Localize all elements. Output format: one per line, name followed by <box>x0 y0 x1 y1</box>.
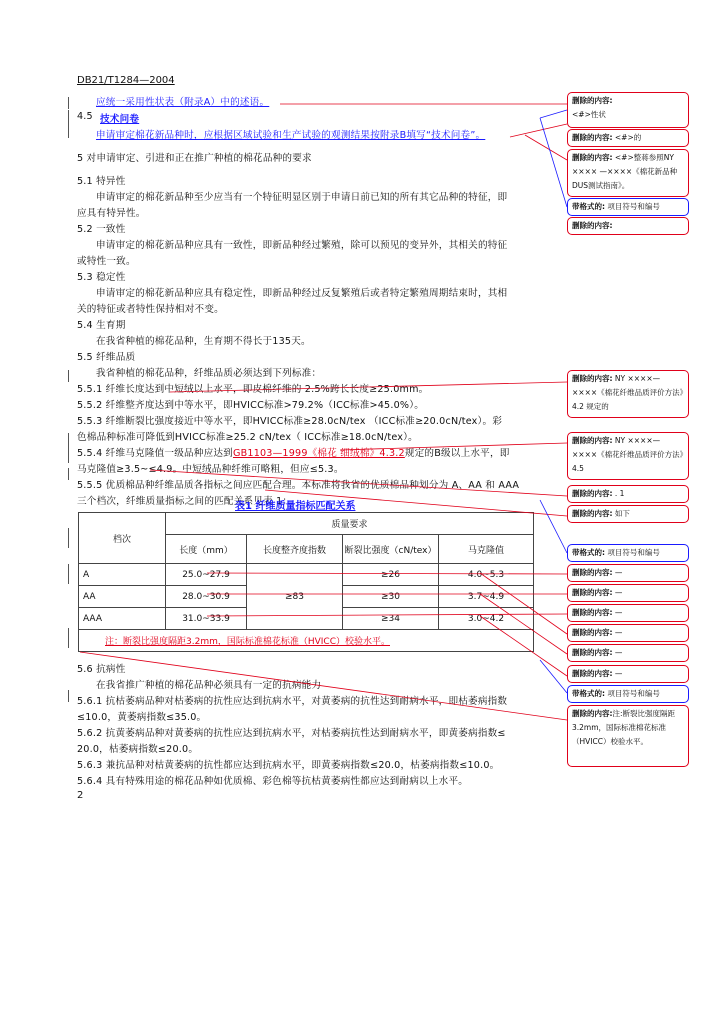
balloon-label: 删除的内容: <box>572 133 613 142</box>
paragraph-line: 20.0，枯萎病指数≤20.0。 <box>77 744 199 755</box>
balloon-text: NY ××××—××××《棉花纤维品质评价方法》4.2 规定的 <box>572 374 684 411</box>
balloon-text: <#>的 <box>614 133 642 142</box>
change-bar <box>68 564 69 584</box>
inserted-text: 申请审定棉花新品种时，应根据区域试验和生产试验的观测结果按附录B填写“技术问卷”。 <box>96 130 486 141</box>
table-cell-micronaire: 3.0~4.2 <box>439 608 534 630</box>
table-header-uniformity: 长度整齐度指数 <box>247 535 343 564</box>
paragraph-line: 5.5.1 纤维长度达到中短绒以上水平，即皮棉纤维的 2.5%跨长长度≥25.0mm。 <box>77 384 429 395</box>
table-header-grade: 档次 <box>79 513 166 564</box>
table-note: 注：断裂比强度隔距3.2mm，国际标准棉花标准（HVICC）校验水平。 <box>79 630 534 652</box>
balloon-text: NY ××××—××××《棉花纤维品质评价方法》4.5 <box>572 436 684 473</box>
paragraph-line: 5.6.3 兼抗品种对枯黄萎病的抗性都应达到抗病水平，即黄萎病指数≤20.0，枯萎病指数≤10.0。 <box>77 760 500 771</box>
table-cell-length: 31.0~33.9 <box>166 608 247 630</box>
section-title: 技术问卷 <box>100 114 140 125</box>
change-bar <box>68 628 69 648</box>
paragraph-line: 申请审定的棉花新品种至少应当有一个特征明显区别于申请日前已知的所有其它品种的特征，即 <box>96 192 508 203</box>
table-header-micronaire: 马克隆值 <box>439 535 534 564</box>
comment-balloon[interactable] <box>567 485 689 503</box>
comment-balloon[interactable] <box>567 665 689 683</box>
balloon-text: 项目符号和编号 <box>607 202 660 211</box>
balloon-text: <#>性状 <box>572 110 606 119</box>
balloon-text: — <box>614 669 623 678</box>
balloon-text: — <box>614 648 623 657</box>
balloon-label: 删除的内容: <box>572 608 613 617</box>
comment-balloon[interactable] <box>567 644 689 662</box>
comment-balloon[interactable] <box>567 129 689 147</box>
format-balloon[interactable] <box>567 685 689 703</box>
balloon-text: — <box>614 608 623 617</box>
balloon-text: 项目符号和编号 <box>607 689 660 698</box>
balloon-label: 删除的内容: <box>572 709 613 718</box>
page-number: 2 <box>77 790 84 801</box>
table-cell-uniformity: ≥83 <box>247 564 343 630</box>
paragraph-line: 5.5.2 纤维整齐度达到中等水平，即HVICC标准>79.2%（ICC标准>45.0%）。 <box>77 400 424 411</box>
balloon-label: 删除的内容: <box>572 669 613 678</box>
change-bar <box>68 468 69 480</box>
paragraph-line: 5.5.5 优质棉品种纤维品质各指标之间应匹配合理。本标准将我省的优质棉品种划分为 A、AA 和 AAA <box>77 480 520 491</box>
comment-balloon[interactable] <box>567 432 689 480</box>
balloon-label: 删除的内容: <box>572 568 613 577</box>
table-cell-grade: A <box>79 564 166 586</box>
paragraph-line: 在我省种植的棉花品种，生育期不得长于135天。 <box>96 336 311 347</box>
balloon-label: 删除的内容: <box>572 153 613 162</box>
paragraph-line: 马克隆值≥3.5~≤4.9。中短绒品种纤维可略粗，但应≤5.3。 <box>77 464 344 475</box>
balloon-text: 如下 <box>614 509 630 518</box>
balloon-label: 删除的内容: <box>572 221 613 230</box>
balloon-label: 删除的内容: <box>572 436 613 445</box>
change-bar <box>68 110 69 138</box>
balloon-text: 项目符号和编号 <box>607 548 660 557</box>
section-number: 4.5 <box>77 111 93 122</box>
balloon-text: — <box>614 628 623 637</box>
table-cell-strength: ≥34 <box>343 608 439 630</box>
table-cell-strength: ≥30 <box>343 586 439 608</box>
balloon-label: 删除的内容: <box>572 489 613 498</box>
table-cell-strength: ≥26 <box>343 564 439 586</box>
inserted-text: 应统一采用性状表（附录A）中的述语。 <box>96 97 270 108</box>
comment-balloon[interactable] <box>567 92 689 128</box>
table-caption: 表1 纤维质量指标匹配关系 <box>235 501 356 512</box>
comment-balloon[interactable] <box>567 624 689 642</box>
comment-balloon[interactable] <box>567 505 689 523</box>
change-bar <box>68 433 69 463</box>
table-cell-grade: AA <box>79 586 166 608</box>
section-heading: 5.2 一致性 <box>77 224 126 235</box>
table-cell-micronaire: 3.7~4.9 <box>439 586 534 608</box>
paragraph-line: 关的特征或者特性保持相对不变。 <box>77 304 224 315</box>
comment-balloon[interactable] <box>567 149 689 197</box>
table-cell-grade: AAA <box>79 608 166 630</box>
comment-balloon[interactable] <box>567 217 689 235</box>
balloon-text: . 1 <box>614 489 625 498</box>
comment-balloon[interactable] <box>567 564 689 582</box>
comment-balloon[interactable] <box>567 370 689 418</box>
balloon-label: 带格式的: <box>572 548 605 557</box>
paragraph-line: 5.5.3 纤维断裂比强度接近中等水平，即HVICC标准≥28.0cN/tex （ICC标准≥20.0cN/tex）。彩 <box>77 416 503 427</box>
format-balloon[interactable] <box>567 198 689 216</box>
table-header-group: 质量要求 <box>166 513 534 535</box>
balloon-text: 注:断裂比强度隔距 3.2mm，国际标准棉花标准（HVICC）校验水平。 <box>572 709 676 746</box>
paragraph-line: 应具有特异性。 <box>77 208 146 219</box>
text-run: 5.5.4 纤维马克隆值一级品种应达到 <box>77 448 233 459</box>
change-bar <box>68 690 69 702</box>
balloon-label: 删除的内容: <box>572 628 613 637</box>
change-bar <box>68 97 69 109</box>
section-heading: 5.6 抗病性 <box>77 664 126 675</box>
balloon-label: 删除的内容: <box>572 509 613 518</box>
table-cell-length: 25.0~27.9 <box>166 564 247 586</box>
paragraph-line: 我省种植的棉花品种，纤维品质必须达到下列标准： <box>96 368 322 379</box>
table-cell-length: 28.0~30.9 <box>166 586 247 608</box>
change-bar <box>68 370 69 382</box>
text-run: 规定的B级以上水平，即 <box>404 448 510 459</box>
paragraph-line: 在我省推广种植的棉花品种必须具有一定的抗病能力 <box>96 680 322 691</box>
paragraph-line <box>77 445 510 459</box>
paragraph-line: 或特性一致。 <box>77 256 136 267</box>
balloon-label: 删除的内容: <box>572 374 613 383</box>
balloon-text: — <box>614 568 623 577</box>
section-heading: 5.1 特异性 <box>77 176 126 187</box>
change-bar <box>68 528 69 548</box>
table-row <box>79 564 534 586</box>
paragraph-line: 申请审定的棉花新品种应具有稳定性，即新品种经过反复繁殖后或者特定繁殖周期结束时，其相 <box>96 288 508 299</box>
comment-balloon[interactable] <box>567 584 689 602</box>
section-heading: 5.3 稳定性 <box>77 272 126 283</box>
balloon-label: 删除的内容: <box>572 588 613 597</box>
format-balloon[interactable] <box>567 544 689 562</box>
paragraph-line: 5.6.1 抗枯萎病品种对枯萎病的抗性应达到抗病水平，对黄萎病的抗性达到耐病水平，即枯萎病指数 <box>77 696 508 707</box>
table-header-strength: 断裂比强度（cN/tex） <box>343 535 439 564</box>
table-header-length: 长度（mm） <box>166 535 247 564</box>
balloon-text: <#>整蒋参照NY ×××× —××××《棉花新品种DUS测试指南》。 <box>572 153 678 190</box>
balloon-text: — <box>614 588 623 597</box>
balloon-label: 带格式的: <box>572 202 605 211</box>
section-heading: 5.5 纤维品质 <box>77 352 136 363</box>
comment-balloon[interactable] <box>567 604 689 622</box>
comment-balloon[interactable] <box>567 705 689 767</box>
balloon-label: 删除的内容: <box>572 96 613 105</box>
paragraph-line: 5.6.2 抗黄萎病品种对黄萎病的抗性应达到抗病水平，对枯萎病抗性达到耐病水平，即黄萎病指数≤ <box>77 728 506 739</box>
balloon-label: 删除的内容: <box>572 648 613 657</box>
fiber-quality-table <box>78 512 534 652</box>
section-heading: 5 对申请审定、引进和正在推广种植的棉花品种的要求 <box>77 153 312 164</box>
paragraph-line: 申请审定的棉花新品种应具有一致性，即新品种经过繁殖，除可以预见的变异外，其相关的特征 <box>96 240 508 251</box>
paragraph-line: ≤10.0，黄萎病指数≤35.0。 <box>77 712 207 723</box>
table-cell-micronaire: 4.0~5.3 <box>439 564 534 586</box>
document-id: DB21/T1284—2004 <box>77 75 175 86</box>
paragraph-line: 三个档次，纤维质量指标之间的匹配关系见表 1： <box>77 496 293 507</box>
balloon-label: 带格式的: <box>572 689 605 698</box>
section-heading: 5.4 生育期 <box>77 320 126 331</box>
paragraph-line: 5.6.4 具有特殊用途的棉花品种如优质棉、彩色棉等抗枯黄萎病性都应达到耐病以上水平。 <box>77 776 469 787</box>
deleted-text: GB1103—1999《棉花 细绒棉》4.3.2 <box>232 448 405 459</box>
paragraph-line: 色棉品种标准可降低到HVICC标准≥25.2 cN/tex（ ICC标准≥18.0cN/tex）。 <box>77 432 418 443</box>
